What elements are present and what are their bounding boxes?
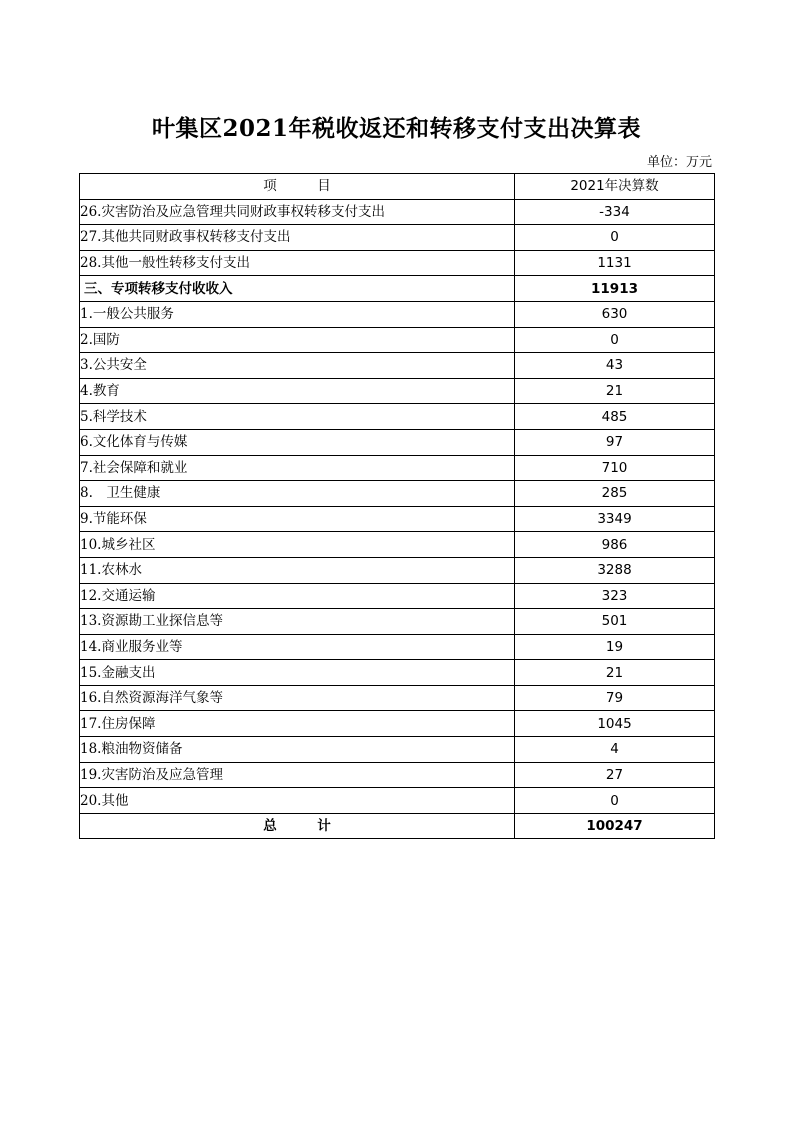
table-row — [80, 199, 715, 225]
table-body — [80, 199, 715, 839]
row-value: 21 — [515, 660, 715, 686]
row-item: 14.商业服务业等 — [80, 634, 515, 660]
row-item: 11.农林水 — [80, 557, 515, 583]
table-row-total — [80, 813, 715, 839]
row-item: 28.其他一般性转移支付支出 — [80, 250, 515, 276]
row-value: 1045 — [515, 711, 715, 737]
row-item: 7.社会保障和就业 — [80, 455, 515, 481]
row-value: 4 — [515, 737, 715, 763]
row-item: 16.自然资源海洋气象等 — [80, 685, 515, 711]
table-row — [80, 378, 715, 404]
row-item: 19.灾害防治及应急管理 — [80, 762, 515, 788]
row-item: 20.其他 — [80, 788, 515, 814]
table-row — [80, 429, 715, 455]
table-header-row — [80, 174, 715, 200]
row-value: 3349 — [515, 506, 715, 532]
row-value: -334 — [515, 199, 715, 225]
total-value: 100247 — [515, 813, 715, 839]
row-value: 43 — [515, 353, 715, 379]
row-value: 97 — [515, 429, 715, 455]
table-row-section — [80, 276, 715, 302]
row-item: 9.节能环保 — [80, 506, 515, 532]
table-row — [80, 481, 715, 507]
table-row — [80, 634, 715, 660]
header-item: 项 目 — [80, 174, 515, 200]
row-value: 79 — [515, 685, 715, 711]
table-row — [80, 737, 715, 763]
table-row — [80, 660, 715, 686]
row-value: 3288 — [515, 557, 715, 583]
table-row — [80, 404, 715, 430]
row-value: 19 — [515, 634, 715, 660]
row-item-section: 三、专项转移支付收收入 — [80, 276, 515, 302]
table-row — [80, 532, 715, 558]
table-row — [80, 685, 715, 711]
row-item: 12.交通运输 — [80, 583, 515, 609]
table-row — [80, 762, 715, 788]
table-row — [80, 353, 715, 379]
table-row — [80, 301, 715, 327]
row-value: 0 — [515, 225, 715, 251]
row-item: 8. 卫生健康 — [80, 481, 515, 507]
row-item: 18.粮油物资储备 — [80, 737, 515, 763]
table-row — [80, 557, 715, 583]
row-value: 323 — [515, 583, 715, 609]
total-label: 总 计 — [80, 813, 515, 839]
table-row — [80, 506, 715, 532]
row-item: 10.城乡社区 — [80, 532, 515, 558]
row-item: 1.一般公共服务 — [80, 301, 515, 327]
row-value: 1131 — [515, 250, 715, 276]
page-title: 叶集区2021年税收返还和转移支付支出决算表 — [151, 115, 641, 142]
row-value: 986 — [515, 532, 715, 558]
table-row — [80, 609, 715, 635]
header-value: 2021年决算数 — [515, 174, 715, 200]
table-row — [80, 250, 715, 276]
table-row — [80, 788, 715, 814]
table-row — [80, 583, 715, 609]
table-row — [80, 327, 715, 353]
row-value: 485 — [515, 404, 715, 430]
row-item: 27.其他共同财政事权转移支付支出 — [80, 225, 515, 251]
row-item: 17.住房保障 — [80, 711, 515, 737]
row-value: 27 — [515, 762, 715, 788]
row-value: 285 — [515, 481, 715, 507]
row-value: 710 — [515, 455, 715, 481]
row-item: 3.公共安全 — [80, 353, 515, 379]
budget-table — [79, 173, 715, 839]
row-item: 4.教育 — [80, 378, 515, 404]
table-row — [80, 225, 715, 251]
row-item: 6.文化体育与传媒 — [80, 429, 515, 455]
table-row — [80, 455, 715, 481]
row-value: 21 — [515, 378, 715, 404]
row-item: 15.金融支出 — [80, 660, 515, 686]
row-value-section: 11913 — [515, 276, 715, 302]
row-item: 2.国防 — [80, 327, 515, 353]
row-item: 13.资源勘工业探信息等 — [80, 609, 515, 635]
row-value: 630 — [515, 301, 715, 327]
row-value: 0 — [515, 327, 715, 353]
row-value: 501 — [515, 609, 715, 635]
unit-label: 单位：万元 — [646, 155, 712, 170]
row-item: 26.灾害防治及应急管理共同财政事权转移支付支出 — [80, 199, 515, 225]
row-value: 0 — [515, 788, 715, 814]
row-item: 5.科学技术 — [80, 404, 515, 430]
table-row — [80, 711, 715, 737]
